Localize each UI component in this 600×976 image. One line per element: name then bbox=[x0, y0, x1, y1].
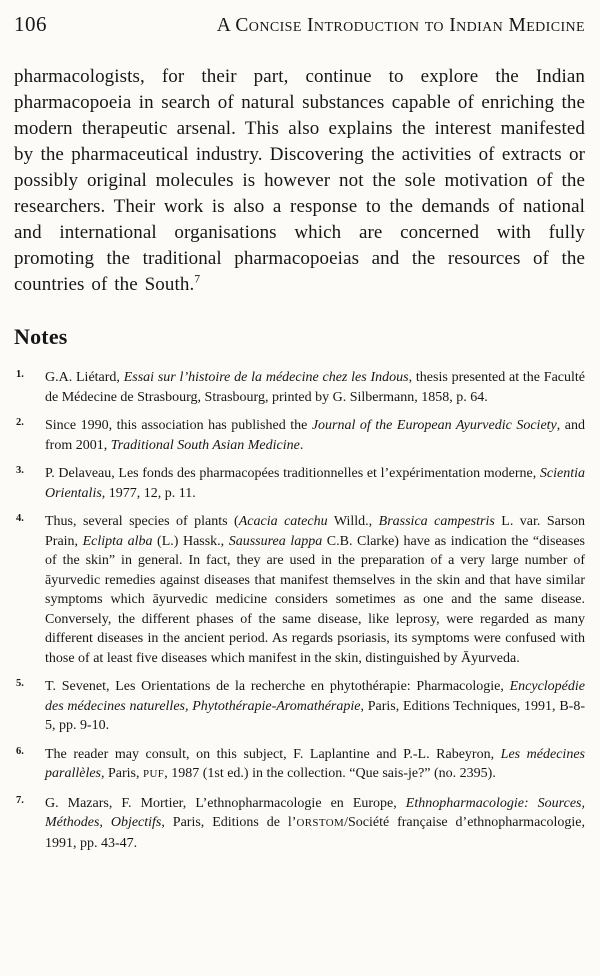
footnote-5 bbox=[14, 677, 585, 736]
footnote-7 bbox=[14, 794, 585, 854]
text-segment: Les médecines parallèles bbox=[45, 746, 585, 782]
text-segment: Willd., bbox=[327, 514, 379, 530]
body-paragraph bbox=[14, 64, 585, 298]
text-segment: , 1977, 12, p. 11. bbox=[101, 485, 196, 501]
footnote-text bbox=[45, 464, 585, 503]
notes-heading: Notes bbox=[14, 324, 68, 349]
footnote-text bbox=[45, 745, 585, 785]
footnote-2 bbox=[14, 416, 585, 455]
text-segment: , thesis presented at the Faculté de Médecine de Strasbourg, Strasbourg, printed by G. Silbermann, 1858, p. 64. bbox=[45, 370, 586, 405]
text-segment: Ethnopharmacologie: Sources, Méthodes, Objectifs bbox=[45, 795, 585, 831]
page-number: 106 bbox=[14, 12, 47, 36]
footnote-marker: 5. bbox=[16, 678, 24, 690]
text-segment: Brassica campestris bbox=[378, 514, 495, 530]
text-segment: , Paris, Editions Techniques, 1991, B-8-5, pp. 9-10. bbox=[45, 698, 585, 734]
text-segment: 7 bbox=[194, 273, 201, 286]
footnote-6 bbox=[14, 745, 585, 785]
footnote-marker: 3. bbox=[16, 465, 24, 477]
text-segment: Acacia catechu bbox=[238, 514, 328, 530]
text-segment: PUF bbox=[143, 768, 165, 781]
footnote-marker: 2. bbox=[16, 417, 24, 429]
text-segment: /Société française d’ethnopharmacologie, 1991, pp. 43-47. bbox=[45, 815, 585, 851]
footnote-marker: 1. bbox=[16, 369, 24, 381]
text-segment: Since 1990, this association has published the bbox=[45, 418, 312, 434]
text-segment: Traditional South Asian Medicine bbox=[110, 437, 300, 453]
text-segment: C.B. Clarke) have as indication the “diseases of the skin” in general. In fact, they are used in the preparation of a very large number of āyurvedic remedies against diseases that manifest themselves in the skin and that have similar symptoms which āyurvedic medicine considers sometimes as one and the same disease. Conversely, the different phases of the same disease, like leprosy, were regarded as many different diseases in the ancient period. As regards psoriasis, its symptoms were confused with those of at least five diseases which manifest in the skin, distinguished by Āyurveda. bbox=[45, 533, 585, 666]
text-segment: Scientia Orientalis bbox=[45, 466, 585, 501]
page-header bbox=[14, 12, 585, 37]
footnote-marker: 4. bbox=[16, 513, 24, 525]
footnote-marker: 7. bbox=[16, 794, 24, 806]
text-segment: The reader may consult, on this subject, F. Laplantine and P.-L. Rabeyron, bbox=[45, 746, 501, 762]
text-segment: Saussurea lappa bbox=[228, 533, 323, 549]
text-segment: L. var. Sarson Prain, bbox=[45, 514, 585, 549]
footnote-text bbox=[45, 794, 585, 854]
text-segment: , Paris, bbox=[101, 766, 143, 782]
footnote-4 bbox=[14, 512, 585, 668]
text-segment: G. Mazars, F. Mortier, L’ethnopharmacologie en Europe, bbox=[45, 795, 406, 811]
footnote-text bbox=[45, 368, 585, 407]
text-segment: Essai sur l’histoire de la médecine chez les Indous bbox=[123, 370, 409, 386]
text-segment: ORSTOM bbox=[296, 817, 345, 830]
notes-list bbox=[14, 368, 585, 853]
text-segment: , Paris, Editions de l’ bbox=[161, 815, 297, 831]
footnote-1 bbox=[14, 368, 585, 407]
text-segment: Journal of the European Ayurvedic Society bbox=[311, 418, 557, 434]
text-segment: G.A. Liétard, bbox=[45, 370, 124, 386]
footnote-text bbox=[45, 416, 585, 455]
text-segment: (L.) Hassk., bbox=[152, 533, 229, 549]
footnote-marker: 6. bbox=[16, 745, 24, 757]
text-segment: , 1987 (1st ed.) in the collection. “Que sais-je?” (no. 2395). bbox=[164, 766, 496, 782]
text-segment: , and from 2001, bbox=[45, 418, 585, 453]
footnote-text bbox=[45, 512, 585, 668]
text-segment: . bbox=[299, 437, 304, 453]
text-segment: pharmacologists, for their part, continue to explore the Indian pharmacopoeia in search of natural substances capable of enriching the modern therapeutic arsenal. This also explains the interest manifested by the pharmaceutical industry. Discovering the activities of extracts or possibly original molecules is however not the sole motivation of the researchers. Their work is also a response to the demands of national and international organisations which are concerned with fully promoting the traditional pharmacopoeias and the resources of the countries of the South. bbox=[14, 66, 585, 295]
text-segment: P. Delaveau, Les fonds des pharmacopées traditionnelles et l’expérimentation moderne, bbox=[45, 466, 540, 482]
footnote-3 bbox=[14, 464, 585, 503]
text-segment: Thus, several species of plants ( bbox=[45, 514, 239, 530]
text-segment: Eclipta alba bbox=[82, 533, 153, 549]
running-title: A Concise Introduction to Indian Medicine bbox=[216, 15, 585, 36]
footnote-text bbox=[45, 677, 585, 736]
text-segment: T. Sevenet, Les Orientations de la recherche en phytothérapie: Pharmacologie, bbox=[45, 679, 510, 695]
text-segment: Encyclopédie des médecines naturelles, Phytothérapie-Aromathérapie bbox=[45, 679, 585, 714]
